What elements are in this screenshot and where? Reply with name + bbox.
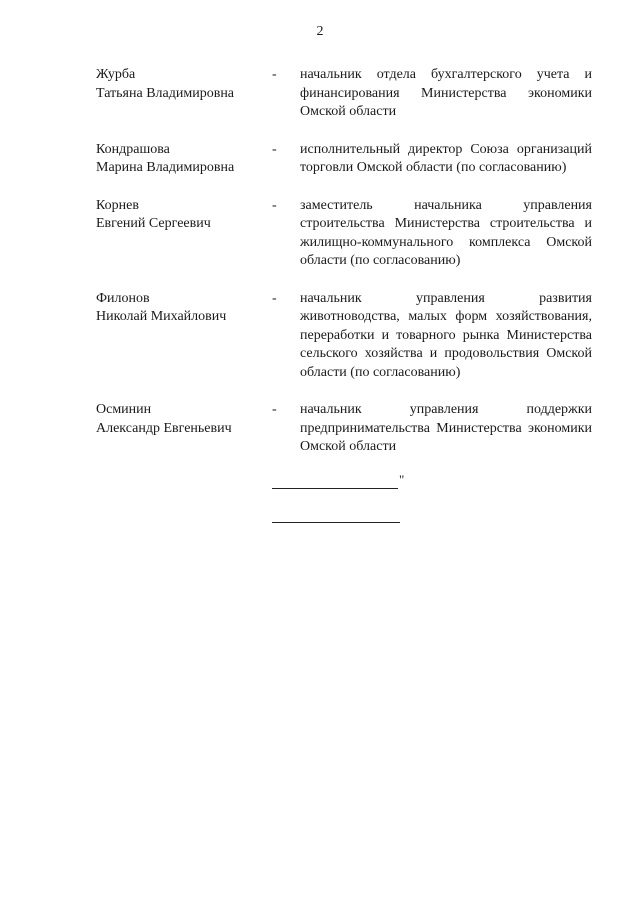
member-name <box>96 401 272 438</box>
closing-rule <box>272 476 398 489</box>
commission-member-list <box>96 66 592 457</box>
member-surname: Филонов <box>96 290 150 306</box>
member-dash: - <box>272 197 277 213</box>
member-position: начальник управления поддержки предпринимательства Министерства экономики Омской области <box>300 402 592 454</box>
member-entry <box>96 197 592 271</box>
member-name <box>96 66 272 103</box>
member-entry <box>96 141 592 178</box>
member-surname: Кондрашова <box>96 141 170 157</box>
member-entry <box>96 290 592 383</box>
member-given-names: Александр Евгеньевич <box>96 420 232 436</box>
member-position: исполнительный директор Союза организаций торговли Омской области (по согласованию) <box>300 141 592 175</box>
page-number: 2 <box>316 24 324 39</box>
member-given-names: Евгений Сергеевич <box>96 216 211 231</box>
member-given-names: Татьяна Владимировна <box>96 85 235 101</box>
member-dash: - <box>272 67 277 82</box>
member-surname: Журба <box>96 67 136 82</box>
member-surname: Корнев <box>96 197 139 213</box>
member-position: начальник отдела бухгалтерского учета и финансирования Министерства экономики Омской области <box>300 67 592 119</box>
member-entry <box>96 401 592 457</box>
member-name <box>96 197 272 234</box>
member-given-names: Марина Владимировна <box>96 160 235 175</box>
member-dash: - <box>272 402 277 417</box>
member-position: заместитель начальника управления строительства Министерства строительства и жилищно-коммунального комплекса Омской области (по согласованию) <box>300 197 592 268</box>
closing-quote-mark: " <box>399 472 405 487</box>
member-given-names: Николай Михайлович <box>96 309 227 324</box>
member-entry <box>96 66 592 122</box>
member-position: начальник управления развития животноводства, малых форм хозяйствования, переработки и товарного рынка Министерства сельского хозяйства и продовольствия Омской области (по согласованию) <box>300 290 592 380</box>
separator-rule <box>272 522 400 523</box>
member-dash: - <box>272 290 277 306</box>
member-name <box>96 141 272 178</box>
member-surname: Осминин <box>96 402 152 417</box>
member-name <box>96 290 272 327</box>
member-dash: - <box>272 141 277 157</box>
